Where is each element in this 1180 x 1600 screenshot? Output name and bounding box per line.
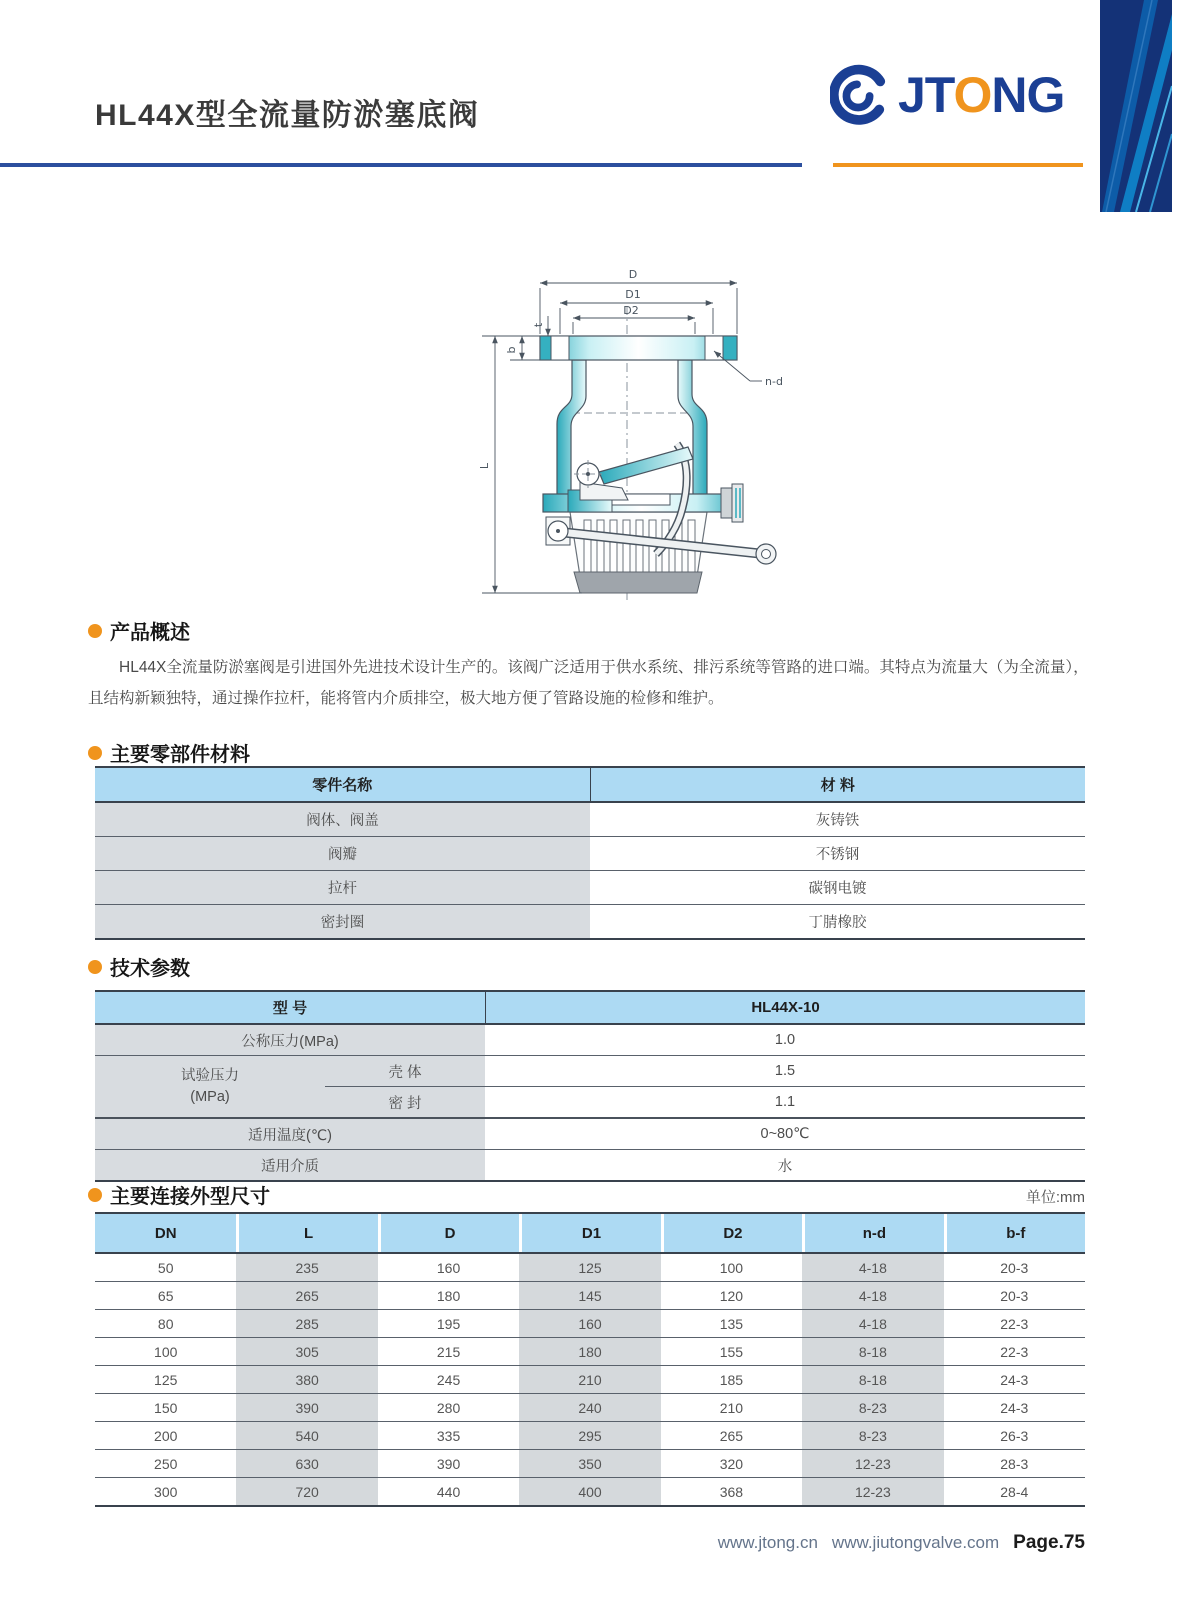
cell: 300 <box>154 1483 178 1500</box>
table-row <box>95 1338 1085 1366</box>
section-overview-title: 产品概述 <box>110 622 190 644</box>
dim-label-d: D <box>628 268 638 281</box>
table-row <box>95 1150 1085 1180</box>
cell: 24-3 <box>1000 1399 1029 1416</box>
cell: 250 <box>154 1455 178 1472</box>
cell: 210 <box>719 1399 744 1416</box>
cell: 368 <box>719 1483 744 1500</box>
cell: 12-23 <box>802 1450 943 1477</box>
model-label: 型 号 <box>95 992 486 1023</box>
table-row <box>95 1422 1085 1450</box>
page-title: HL44X型全流量防淤塞底阀 <box>95 99 480 132</box>
cell: 280 <box>436 1399 461 1416</box>
dim-label-l: L <box>478 462 491 470</box>
cell: 100 <box>719 1259 744 1276</box>
cell: 245 <box>436 1371 461 1388</box>
param-value: 1.0 <box>774 1032 796 1048</box>
valve-technical-drawing <box>452 248 804 608</box>
dim-label-nd: n-d <box>765 375 783 388</box>
section-overview-heading <box>88 616 190 645</box>
dim-label-d2: D2 <box>623 304 639 317</box>
section-materials-title: 主要零部件材料 <box>110 744 250 766</box>
cell: 26-3 <box>1000 1427 1029 1444</box>
logo-text-jt: JT <box>898 67 954 123</box>
page-footer <box>95 1532 1085 1554</box>
cell: 630 <box>236 1450 377 1477</box>
cell: 265 <box>236 1282 377 1309</box>
cell: 200 <box>154 1427 178 1444</box>
part-cell: 拉杆 <box>95 871 590 904</box>
test-pressure-label-line2: (MPa) <box>190 1088 230 1105</box>
cell: 320 <box>719 1455 744 1472</box>
cell: 150 <box>154 1399 178 1416</box>
section-dimensions-title: 主要连接外型尺寸 <box>110 1186 270 1208</box>
cell: 160 <box>436 1259 461 1276</box>
table-row <box>95 1025 1085 1056</box>
cell: 28-3 <box>1000 1455 1029 1472</box>
cell: 720 <box>236 1478 377 1505</box>
materials-col-material: 材 料 <box>590 768 1086 801</box>
material-cell: 碳钢电镀 <box>808 881 867 897</box>
bullet-icon <box>88 624 102 638</box>
cell: 390 <box>236 1394 377 1421</box>
bullet-icon <box>88 746 102 760</box>
seal-value: 1.1 <box>774 1094 796 1110</box>
cell: 185 <box>719 1371 744 1388</box>
cell: 8-18 <box>802 1366 943 1393</box>
jtong-logo <box>830 64 1064 126</box>
cell: 265 <box>719 1427 744 1444</box>
material-cell: 丁腈橡胶 <box>808 915 867 931</box>
param-value: 水 <box>777 1158 793 1175</box>
table-row <box>95 1119 1085 1150</box>
cell: 400 <box>519 1478 660 1505</box>
param-label: 适用介质 <box>95 1150 485 1180</box>
materials-table <box>95 766 1085 940</box>
table-row <box>95 1450 1085 1478</box>
cell: 180 <box>519 1338 660 1365</box>
jtong-logo-text <box>898 67 1065 123</box>
param-label: 适用温度(℃) <box>95 1119 485 1149</box>
dim-label-t: t <box>532 322 545 328</box>
cell: 295 <box>519 1422 660 1449</box>
cell: 28-4 <box>1000 1483 1029 1500</box>
cell: 195 <box>436 1315 461 1332</box>
cell: 12-23 <box>802 1478 943 1505</box>
cell: 215 <box>436 1343 461 1360</box>
test-pressure-label <box>95 1056 325 1117</box>
tech-table-header <box>95 992 1085 1025</box>
section-tech-heading <box>88 952 190 981</box>
table-row <box>95 1310 1085 1338</box>
cell: 125 <box>519 1254 660 1281</box>
table-row <box>95 1282 1085 1310</box>
table-row <box>95 1394 1085 1422</box>
cell: 8-23 <box>802 1394 943 1421</box>
material-cell: 灰铸铁 <box>815 813 860 829</box>
test-pressure-label-line1: 试验压力 <box>181 1067 239 1084</box>
page-number: Page.75 <box>1013 1532 1085 1553</box>
unit-note: 单位:mm <box>1025 1189 1085 1206</box>
col-header-bf: b-f <box>944 1214 1085 1252</box>
footer-url-jtong: www.jtong.cn <box>717 1533 818 1552</box>
cell: 285 <box>236 1310 377 1337</box>
dim-label-d1: D1 <box>625 288 641 301</box>
cell: 135 <box>719 1315 744 1332</box>
col-header-d1: D1 <box>519 1214 660 1252</box>
cell: 100 <box>154 1343 178 1360</box>
cell: 125 <box>154 1371 178 1388</box>
param-label: 公称压力(MPa) <box>95 1025 485 1055</box>
col-header-nd: n-d <box>802 1214 943 1252</box>
cell: 440 <box>436 1483 461 1500</box>
shell-label: 壳 体 <box>325 1056 485 1086</box>
table-row <box>95 837 1085 871</box>
cell: 380 <box>236 1366 377 1393</box>
table-row <box>95 1366 1085 1394</box>
jtong-logo-icon <box>830 64 888 126</box>
part-cell: 密封圈 <box>95 905 590 938</box>
shell-value: 1.5 <box>774 1063 796 1079</box>
cell: 4-18 <box>802 1282 943 1309</box>
header-rule-blue <box>0 163 802 167</box>
cell: 235 <box>236 1254 377 1281</box>
cell: 120 <box>719 1287 744 1304</box>
col-header-dn: DN <box>95 1214 236 1252</box>
cell: 145 <box>519 1282 660 1309</box>
table-row <box>325 1086 1085 1117</box>
cell: 350 <box>519 1450 660 1477</box>
materials-col-part: 零件名称 <box>312 777 373 794</box>
corner-banner <box>1100 0 1172 212</box>
cell: 20-3 <box>1000 1259 1029 1276</box>
model-value: HL44X-10 <box>751 999 820 1016</box>
cell: 540 <box>236 1422 377 1449</box>
cell: 4-18 <box>802 1254 943 1281</box>
seal-label: 密 封 <box>325 1087 485 1117</box>
cell: 24-3 <box>1000 1371 1029 1388</box>
materials-table-header <box>95 768 1085 803</box>
dimensions-table <box>95 1212 1085 1507</box>
cell: 8-23 <box>802 1422 943 1449</box>
cell: 65 <box>157 1287 174 1304</box>
param-value: 0~80℃ <box>760 1126 810 1142</box>
cell: 8-18 <box>802 1338 943 1365</box>
table-row <box>95 905 1085 938</box>
section-tech-title: 技术参数 <box>110 958 190 980</box>
cell: 305 <box>236 1338 377 1365</box>
cell: 20-3 <box>1000 1287 1029 1304</box>
table-row <box>95 871 1085 905</box>
cell: 335 <box>436 1427 461 1444</box>
part-cell: 阀体、阀盖 <box>95 803 590 836</box>
col-header-d: D <box>378 1214 519 1252</box>
section-materials-heading <box>88 738 250 767</box>
cell: 50 <box>157 1259 174 1276</box>
table-row <box>95 803 1085 837</box>
part-cell: 阀瓣 <box>95 837 590 870</box>
col-header-d2: D2 <box>661 1214 802 1252</box>
cell: 22-3 <box>1000 1343 1029 1360</box>
header-rule-orange <box>833 163 1083 167</box>
cell: 240 <box>519 1394 660 1421</box>
cell: 155 <box>719 1343 744 1360</box>
cell: 80 <box>157 1315 174 1332</box>
bullet-icon <box>88 960 102 974</box>
cell: 22-3 <box>1000 1315 1029 1332</box>
cell: 4-18 <box>802 1310 943 1337</box>
overview-paragraph: HL44X全流量防淤塞阀是引进国外先进技术设计生产的。该阀广泛适用于供水系统、排污系统等管路的进口端。其特点为流量大（为全流量），且结构新颖独特，通过操作拉杆，能将管内介质排空，极大地方便了管路设施的检修和维护。 <box>88 659 1089 707</box>
tech-params-table <box>95 990 1085 1182</box>
logo-text-ng: NG <box>991 67 1065 123</box>
cell: 160 <box>519 1310 660 1337</box>
table-row <box>95 1478 1085 1505</box>
table-row <box>95 1254 1085 1282</box>
cell: 390 <box>436 1455 461 1472</box>
cell: 210 <box>519 1366 660 1393</box>
material-cell: 不锈钢 <box>815 847 860 863</box>
logo-text-o: O <box>953 67 992 123</box>
footer-url-jiutongvalve: www.jiutongvalve.com <box>831 1533 1000 1552</box>
dimensions-table-header <box>95 1214 1085 1254</box>
dim-label-b: b <box>505 346 518 354</box>
cell: 180 <box>436 1287 461 1304</box>
col-header-l: L <box>236 1214 377 1252</box>
test-pressure-block <box>95 1056 1085 1119</box>
table-row <box>325 1056 1085 1086</box>
